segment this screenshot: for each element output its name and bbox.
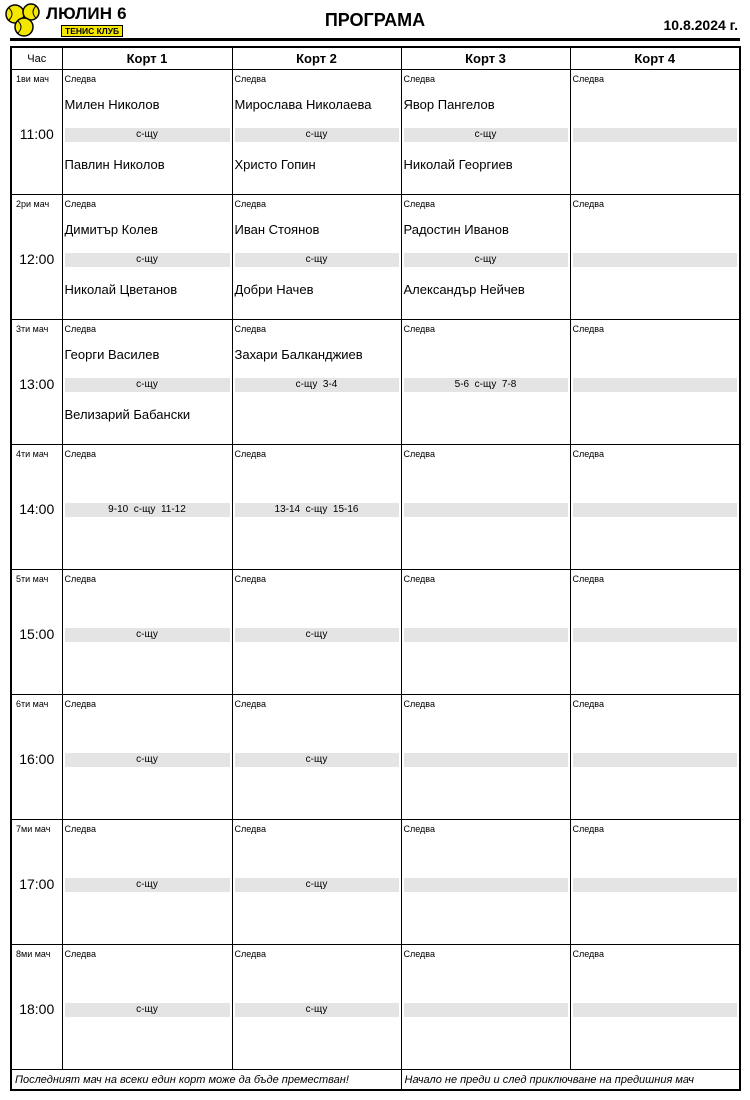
next-label: Следва xyxy=(572,949,604,959)
table-row xyxy=(11,320,740,445)
footer-note-right: Начало не преди и след приключване на предишния мач xyxy=(401,1070,740,1091)
court-3-slot xyxy=(401,570,570,695)
player-1: Захари Балканджиев xyxy=(234,347,363,362)
versus-bar xyxy=(404,503,568,517)
court-2-slot xyxy=(232,320,401,445)
versus-bar xyxy=(404,878,568,892)
schedule-date: 10.8.2024 г. xyxy=(663,17,738,33)
court-2-slot xyxy=(232,195,401,320)
next-label: Следва xyxy=(64,949,96,959)
hour-column-header: Час xyxy=(11,47,62,70)
hour-cell xyxy=(11,945,62,1070)
court-3-header: Корт 3 xyxy=(401,47,570,70)
hour-cell xyxy=(11,195,62,320)
versus-bar: с-щу xyxy=(65,628,230,642)
court-1-slot xyxy=(62,70,232,195)
player-2: Николай Георгиев xyxy=(403,157,513,172)
club-name: ЛЮЛИН 6 xyxy=(46,4,127,23)
court-3-slot xyxy=(401,695,570,820)
player-1: Мирослава Николаева xyxy=(234,97,372,112)
versus-bar: с-щу xyxy=(65,878,230,892)
match-number: 5ти мач xyxy=(16,574,49,584)
player-1: Иван Стоянов xyxy=(234,222,320,237)
match-number: 2ри мач xyxy=(16,199,50,209)
next-label: Следва xyxy=(64,824,96,834)
hour-cell xyxy=(11,320,62,445)
versus-bar xyxy=(573,253,738,267)
player-1: Явор Пангелов xyxy=(403,97,495,112)
next-label: Следва xyxy=(234,824,266,834)
player-2: Александър Нейчев xyxy=(403,282,525,297)
next-label: Следва xyxy=(234,74,266,84)
hour-cell xyxy=(11,820,62,945)
versus-bar xyxy=(573,128,738,142)
versus-bar xyxy=(404,753,568,767)
next-label: Следва xyxy=(234,199,266,209)
player-1: Радостин Иванов xyxy=(403,222,509,237)
player-2: Велизарий Бабански xyxy=(64,407,191,422)
schedule-table xyxy=(10,46,741,1091)
next-label: Следва xyxy=(234,574,266,584)
match-time: 15:00 xyxy=(19,626,55,642)
versus-bar: с-щу xyxy=(235,253,399,267)
court-3-slot xyxy=(401,820,570,945)
court-1-slot xyxy=(62,695,232,820)
next-label: Следва xyxy=(64,574,96,584)
match-number: 1ви мач xyxy=(16,74,49,84)
table-row xyxy=(11,695,740,820)
court-4-slot xyxy=(570,820,740,945)
next-label: Следва xyxy=(572,824,604,834)
versus-bar xyxy=(404,1003,568,1017)
versus-bar: с-щу 3-4 xyxy=(235,378,399,392)
court-3-slot xyxy=(401,945,570,1070)
versus-bar: с-щу xyxy=(65,753,230,767)
court-1-slot xyxy=(62,570,232,695)
header-divider xyxy=(10,38,740,41)
court-1-slot xyxy=(62,445,232,570)
club-subtitle: ТЕНИС КЛУБ xyxy=(61,25,123,37)
versus-bar: с-щу xyxy=(235,1003,399,1017)
next-label: Следва xyxy=(64,449,96,459)
court-1-header: Корт 1 xyxy=(62,47,232,70)
versus-bar: с-щу xyxy=(235,878,399,892)
court-2-slot xyxy=(232,570,401,695)
table-header-row xyxy=(11,47,740,70)
footer-note-left: Последният мач на всеки един корт може да бъде преместван! xyxy=(11,1070,401,1091)
match-time: 18:00 xyxy=(19,1001,55,1017)
court-1-slot xyxy=(62,320,232,445)
next-label: Следва xyxy=(572,699,604,709)
versus-bar: с-щу xyxy=(235,128,399,142)
versus-bar: с-щу xyxy=(65,128,230,142)
next-label: Следва xyxy=(403,324,435,334)
player-1: Георги Василев xyxy=(64,347,160,362)
table-row xyxy=(11,820,740,945)
next-label: Следва xyxy=(572,449,604,459)
versus-bar: с-щу xyxy=(235,753,399,767)
footer-row xyxy=(11,1070,740,1091)
court-2-slot xyxy=(232,945,401,1070)
versus-bar: с-щу xyxy=(404,128,568,142)
table-row xyxy=(11,945,740,1070)
table-row xyxy=(11,195,740,320)
match-number: 6ти мач xyxy=(16,699,49,709)
match-number: 8ми мач xyxy=(16,949,51,959)
next-label: Следва xyxy=(64,699,96,709)
court-3-slot xyxy=(401,70,570,195)
court-4-slot xyxy=(570,570,740,695)
hour-cell xyxy=(11,695,62,820)
next-label: Следва xyxy=(403,824,435,834)
court-3-slot xyxy=(401,445,570,570)
court-1-slot xyxy=(62,820,232,945)
table-row xyxy=(11,570,740,695)
versus-bar xyxy=(573,378,738,392)
next-label: Следва xyxy=(64,324,96,334)
hour-cell xyxy=(11,570,62,695)
court-4-slot xyxy=(570,70,740,195)
court-2-slot xyxy=(232,695,401,820)
versus-bar: 5-6 с-щу 7-8 xyxy=(404,378,568,392)
next-label: Следва xyxy=(234,949,266,959)
versus-bar xyxy=(573,878,738,892)
court-1-slot xyxy=(62,945,232,1070)
match-time: 11:00 xyxy=(19,126,54,142)
next-label: Следва xyxy=(234,449,266,459)
next-label: Следва xyxy=(64,199,96,209)
next-label: Следва xyxy=(403,574,435,584)
player-2: Павлин Николов xyxy=(64,157,165,172)
next-label: Следва xyxy=(572,199,604,209)
hour-cell xyxy=(11,445,62,570)
next-label: Следва xyxy=(572,324,604,334)
match-time: 13:00 xyxy=(19,376,55,392)
next-label: Следва xyxy=(234,324,266,334)
next-label: Следва xyxy=(403,199,435,209)
next-label: Следва xyxy=(234,699,266,709)
player-2: Добри Начев xyxy=(234,282,314,297)
court-2-slot xyxy=(232,445,401,570)
court-4-slot xyxy=(570,445,740,570)
court-4-slot xyxy=(570,320,740,445)
page-title: ПРОГРАМА xyxy=(324,10,426,30)
versus-bar: с-щу xyxy=(235,628,399,642)
court-4-slot xyxy=(570,695,740,820)
versus-bar: с-щу xyxy=(65,253,230,267)
court-4-slot xyxy=(570,195,740,320)
versus-bar: с-щу xyxy=(404,253,568,267)
player-1: Димитър Колев xyxy=(64,222,158,237)
match-number: 3ти мач xyxy=(16,324,49,334)
versus-bar: 9-10 с-щу 11-12 xyxy=(65,503,230,517)
match-time: 17:00 xyxy=(19,876,55,892)
table-row xyxy=(11,70,740,195)
next-label: Следва xyxy=(403,74,435,84)
versus-bar: 13-14 с-щу 15-16 xyxy=(235,503,399,517)
table-row xyxy=(11,445,740,570)
next-label: Следва xyxy=(403,699,435,709)
next-label: Следва xyxy=(572,74,604,84)
versus-bar: с-щу xyxy=(65,1003,230,1017)
versus-bar xyxy=(573,1003,738,1017)
court-2-slot xyxy=(232,820,401,945)
next-label: Следва xyxy=(403,449,435,459)
player-1: Милен Николов xyxy=(64,97,160,112)
versus-bar: с-щу xyxy=(65,378,230,392)
court-4-header: Корт 4 xyxy=(570,47,740,70)
versus-bar xyxy=(573,753,738,767)
next-label: Следва xyxy=(403,949,435,959)
court-2-header: Корт 2 xyxy=(232,47,401,70)
next-label: Следва xyxy=(64,74,96,84)
court-3-slot xyxy=(401,320,570,445)
player-2: Николай Цветанов xyxy=(64,282,178,297)
match-time: 16:00 xyxy=(19,751,55,767)
match-time: 14:00 xyxy=(19,501,55,517)
court-4-slot xyxy=(570,945,740,1070)
court-1-slot xyxy=(62,195,232,320)
versus-bar xyxy=(573,503,738,517)
match-time: 12:00 xyxy=(19,251,55,267)
next-label: Следва xyxy=(572,574,604,584)
match-number: 4ти мач xyxy=(16,449,49,459)
versus-bar xyxy=(404,628,568,642)
hour-cell xyxy=(11,70,62,195)
match-number: 7ми мач xyxy=(16,824,51,834)
versus-bar xyxy=(573,628,738,642)
court-2-slot xyxy=(232,70,401,195)
court-3-slot xyxy=(401,195,570,320)
player-2: Христо Гопин xyxy=(234,157,316,172)
